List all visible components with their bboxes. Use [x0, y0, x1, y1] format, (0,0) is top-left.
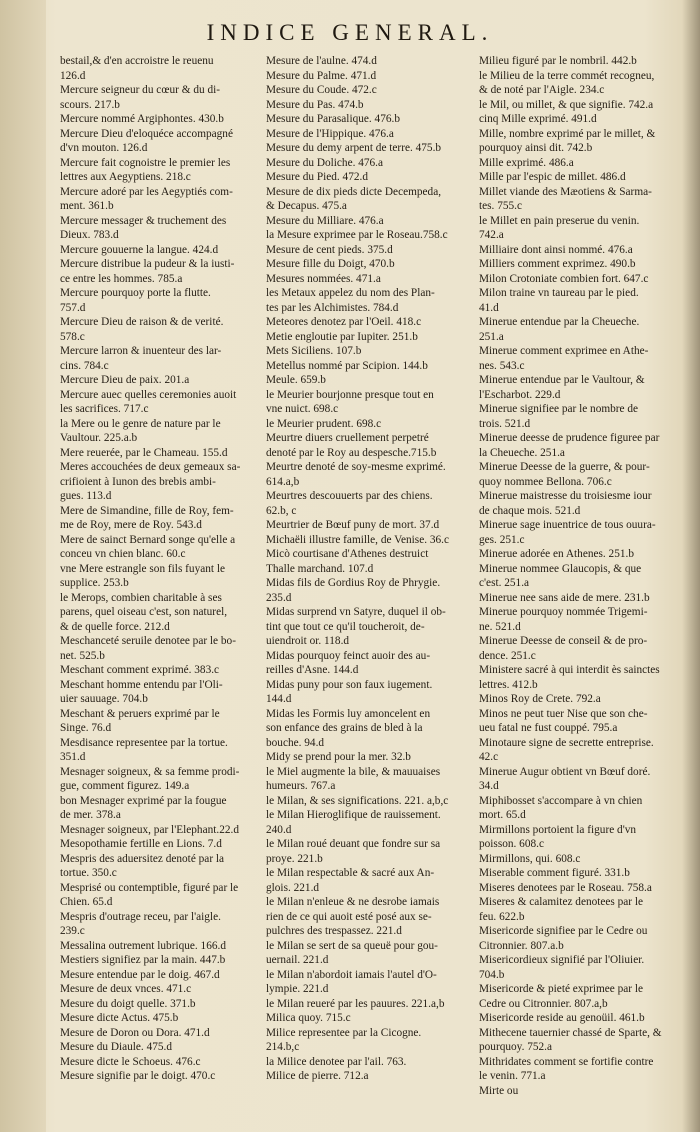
index-entry-line: uiendroit or. 118.d [266, 635, 350, 647]
index-entry-line: cins. 784.c [60, 359, 109, 372]
index-entry-line: tortue. 350.c [60, 867, 117, 879]
index-entry-line: 742.a [479, 229, 504, 241]
index-entry-line: l'Escharbot. 229.d [479, 388, 561, 401]
index-entry-line: dence. 251.c [479, 649, 536, 662]
index-entry-line: bouche. 94.d [266, 736, 325, 749]
index-entry-line: de mer. 378.a [60, 809, 121, 821]
index-entry-line: Mercure nommé Argiphontes. 430.b [60, 113, 224, 125]
index-entry-line: la Milice denotee par l'ail. 763. [266, 1055, 407, 1068]
index-entry-line: mort. 65.d [479, 809, 526, 821]
index-entry-line: Mercure distribue la pudeur & la iusti- [60, 258, 235, 270]
index-entry-line: 614.a,b [266, 475, 300, 488]
index-entry-line: Miseres & calamitez denotees par le [479, 896, 644, 908]
index-entry-line: Minos Roy de Crete. 792.a [479, 693, 601, 705]
index-entry-line: uernail. 221.d [266, 954, 329, 966]
index-entry-line: Minotaure signe de secrette entreprise. [479, 736, 654, 749]
index-entry-line: Mesure du doigt quelle. 371.b [60, 997, 196, 1010]
index-entry-line: le Milan se sert de sa queuë pour gou- [266, 939, 438, 952]
index-entry-line: & Decapus. 475.a [266, 200, 347, 212]
index-entry-line: conceu vn chien blanc. 60.c [60, 548, 186, 560]
index-entry-line: ne. 521.d [479, 620, 521, 633]
index-entry-line: Mestiers signifiez par la main. 447.b [60, 954, 226, 966]
index-entry-line: ce entre les hommes. 785.a [60, 272, 183, 285]
index-entry-line: Mithecene tauernier chassé de Sparte, & [479, 1026, 662, 1039]
index-entry-line: Metie engloutie par Iupiter. 251.b [266, 330, 418, 343]
index-entry-line: 239.c [60, 925, 85, 937]
page-header: INDICE GENERAL. [206, 20, 494, 45]
index-entry-line: Mille, nombre exprimé par le millet, & [479, 127, 656, 140]
index-entry-line: Misericorde signifiee par le Cedre ou [479, 925, 648, 937]
index-entry-line: bestail,& d'en accroistre le reuenu [60, 55, 214, 67]
page-edge-shadow [682, 0, 700, 1132]
index-entry-line: Vaultour. 225.a.b [60, 432, 138, 444]
index-entry-line: gues. 113.d [60, 490, 112, 502]
index-entry-line: Mesure de cent pieds. 375.d [266, 243, 393, 256]
page-gutter [0, 0, 46, 1132]
index-entry-line: le Milieu de la terre commét recogneu, [479, 69, 655, 82]
index-entry-line: Minerue entendue par le Vaultour, & [479, 374, 645, 386]
index-entry-line: Midas puny pour son faux iugement. [266, 678, 433, 691]
index-entry-line: Mesure du Pied. 472.d [266, 171, 368, 183]
index-entry-line: Mesure de dix pieds dicte Decempeda, [266, 185, 442, 198]
index-entry-line: me de Roy, mere de Roy. 543.d [60, 519, 202, 531]
index-entry-line: Minerue sage inuentrice de tous ouura- [479, 519, 656, 531]
index-entry-line: le Milan Hieroglifique de rauissement. [266, 809, 441, 821]
index-entry-line: & de quelle force. 212.d [60, 620, 170, 633]
index-entry-line: Mesure dicte Actus. 475.b [60, 1012, 179, 1024]
index-entry-line: lympie. 221.d [266, 983, 329, 995]
index-entry-line: Minerue Deesse de la guerre, & pour- [479, 461, 650, 473]
index-entry-line: Mespris des aduersitez denoté par la [60, 852, 225, 865]
index-entry-line: la Mesure exprimee par le Roseau.758.c [266, 229, 448, 241]
index-entry-line: Mercure auec quelles ceremonies auoit [60, 388, 237, 401]
index-entry-line: Minerue signifiee par le nombre de [479, 403, 639, 415]
index-entry-line: Meurtres descouuerts par des chiens. [266, 490, 433, 502]
index-entry-line: Milice de pierre. 712.a [266, 1070, 369, 1082]
index-entry-line: le Milan respectable & sacré aux An- [266, 867, 435, 879]
index-entry-line: Mesure de Doron ou Dora. 471.d [60, 1026, 210, 1039]
index-entry-line: Meurtre diuers cruellement perpetré [266, 432, 429, 444]
index-entry-line: Minerue Deesse de conseil & de pro- [479, 635, 648, 647]
index-entry-line: 34.d [479, 780, 499, 792]
index-entry-line: poisson. 608.c [479, 838, 544, 850]
index-entry-line: vne nuict. 698.c [266, 403, 339, 415]
index-entry-line: le Meurier prudent. 698.c [266, 417, 382, 430]
index-entry-line: Millet viande des Mæotiens & Sarma- [479, 185, 652, 198]
index-entry-line: Singe. 76.d [60, 722, 112, 734]
index-entry-line: Mere de sainct Bernard songe qu'elle a [60, 533, 236, 546]
index-entry-line: Mercure messager & truchement des [60, 214, 227, 227]
index-entry-line: Minos ne peut tuer Nise que son che- [479, 707, 648, 720]
index-entry-line: Ministere sacré à qui interdit ès sainctes [479, 664, 660, 676]
index-entry-line: le Milan roué deuant que fondre sur sa [266, 838, 441, 850]
index-entry-line: 42.c [479, 751, 499, 763]
index-entry-line: Minerue deesse de prudence figuree par [479, 432, 660, 444]
index-entry-line: scours. 217.b [60, 98, 120, 111]
index-entry-line: lettres aux Aegyptiens. 218.c [60, 171, 191, 183]
index-entry-line: Mere reuerée, par le Chameau. 155.d [60, 446, 228, 459]
index-entry-line: 62.b, c [266, 504, 297, 517]
index-entry-line: ment. 361.b [60, 200, 114, 212]
index-entry-line: le Miel augmente la bile, & mauuaises [266, 765, 441, 778]
index-entry-line: Mesure du Parasalique. 476.b [266, 113, 400, 125]
index-entry-line: Minerue maistresse du troisiesme iour [479, 490, 652, 502]
index-entry-line: net. 525.b [60, 649, 105, 662]
index-entry-line: Miphibosset s'accompare à vn chien [479, 794, 643, 807]
index-entry-line: le Milan, & ses significations. 221. a,b,c [266, 794, 449, 807]
index-entry-line: Mesure dicte le Schoeus. 476.c [60, 1055, 201, 1068]
index-entry-line: Meschant comment exprimé. 383.c [60, 664, 220, 676]
index-entry-line: humeurs. 767.a [266, 780, 336, 792]
index-entry-line: Minerue nommee Glaucopis, & que [479, 562, 642, 575]
index-entry-line: la Mere ou le genre de nature par le [60, 417, 221, 430]
index-entry-line: Mespris d'outrage receu, par l'aigle. [60, 910, 221, 923]
index-entry-line: le Mil, ou millet, & que signifie. 742.a [479, 98, 654, 111]
index-entry-line: Mesure du Palme. 471.d [266, 69, 377, 82]
index-entry-line: Miserable comment figuré. 331.b [479, 867, 630, 879]
index-entry-line: Dieux. 783.d [60, 229, 119, 241]
index-entry-line: Meres accouchées de deux gemeaux sa- [60, 461, 241, 473]
index-entry-line: trois. 521.d [479, 417, 531, 430]
index-entry-line: Meteores denotez par l'Oeil. 418.c [266, 316, 422, 328]
index-entry-line: Mille exprimé. 486.a [479, 156, 574, 169]
index-entry-line: Meurtrier de Bœuf puny de mort. 37.d [266, 519, 440, 531]
index-entry-line: Minerue nee sans aide de mere. 231.b [479, 591, 650, 604]
index-entry-line: de chaque mois. 521.d [479, 504, 581, 517]
index-entry-line: Mille par l'espic de millet. 486.d [479, 171, 626, 183]
index-entry-line: le Milan reueré par les pauures. 221.a,b [266, 997, 445, 1010]
index-entry-line: 144.d [266, 693, 292, 705]
index-entry-line: Mesnager soigneux, & sa femme prodi- [60, 765, 240, 778]
index-entry-line: Midas fils de Gordius Roy de Phrygie. [266, 577, 441, 589]
index-entry-line: ueu fatal ne fust couppé. 795.a [479, 722, 618, 734]
index-entry-line: reilles d'Asne. 144.d [266, 664, 359, 676]
index-entry-line: Mercure gouuerne la langue. 424.d [60, 243, 219, 256]
index-entry-line: le Meurier bourjonne presque tout en [266, 388, 434, 401]
index-entry-line: Mesure de deux vnces. 471.c [60, 983, 192, 995]
index-entry-line: Messalina outrement lubrique. 166.d [60, 939, 226, 952]
index-entry-line: pulchres des trespassez. 221.d [266, 925, 402, 937]
index-entry-line: Misericorde reside au genoüil. 461.b [479, 1012, 645, 1024]
index-entry-line: Mirte ou [479, 1084, 519, 1097]
index-entry-line: Milon Crotoniate combien fort. 647.c [479, 272, 649, 285]
index-entry-line: Micò courtisane d'Athenes destruict [266, 548, 429, 560]
index-entry-line: le Millet en pain preserue du venin. [479, 214, 640, 227]
index-entry-line: Mirmillons portoient la figure d'vn [479, 823, 637, 836]
index-entry-line: Mercure Dieu de raison & de verité. [60, 316, 224, 328]
index-entry-line: Meule. 659.b [266, 374, 326, 386]
index-entry-line: Mesure du demy arpent de terre. 475.b [266, 142, 442, 154]
index-entry-line: Mesure signifie par le doigt. 470.c [60, 1070, 216, 1082]
index-entry-line: Mercure pourquoy porte la flutte. [60, 287, 211, 299]
index-entry-line: 578.c [60, 330, 85, 343]
index-column-1 [60, 54, 257, 1114]
index-entry-line: uier sauuage. 704.b [60, 693, 148, 705]
index-entry-line: Mesure de l'Hippique. 476.a [266, 127, 394, 140]
index-entry-line: tint que tout ce qu'il toucheroit, de- [266, 620, 425, 633]
index-entry-line: c'est. 251.a [479, 577, 530, 589]
index-entry-line: ges. 251.c [479, 533, 525, 546]
index-entry-line: Mesure du Coude. 472.c [266, 84, 377, 96]
index-entry-line: d'vn mouton. 126.d [60, 142, 148, 154]
index-entry-line: Meschanceté seruile denotee par le bo- [60, 635, 236, 647]
index-entry-line: Milice representee par la Cicogne. [266, 1026, 422, 1039]
index-entry-line: 704.b [479, 968, 505, 981]
index-entry-line: Citronnier. 807.a.b [479, 939, 564, 952]
index-entry-line: Cedre ou Citronnier. 807.a,b [479, 997, 608, 1010]
index-entry-line: crifioient à Iunon des brebis ambi- [60, 475, 216, 488]
index-entry-line: Mesures nommées. 471.a [266, 272, 381, 285]
index-entry-line: son enfance des grains de bled à la [266, 722, 423, 734]
index-entry-line: 240.d [266, 823, 292, 836]
index-entry-line: Mere de Simandine, fille de Roy, fem- [60, 504, 234, 517]
index-entry-line: les Metaux appelez du nom des Plan- [266, 287, 435, 299]
index-entry-line: Mesdisance representee par la tortue. [60, 736, 228, 749]
index-entry-line: Mercure larron & inuenteur des lar- [60, 345, 222, 357]
index-entry-line: Minerue Augur obtient vn Bœuf doré. [479, 765, 651, 778]
index-entry-line: Minerue entendue par la Cheueche. [479, 316, 640, 328]
index-entry-line: Mirmillons, qui. 608.c [479, 852, 581, 865]
index-entry-line: tes par les Alchimistes. 784.d [266, 301, 399, 314]
index-entry-line: 214.b,c [266, 1041, 300, 1053]
index-entry-line: Minerue comment exprimee en Athe- [479, 345, 649, 357]
index-entry-line: parens, quel oiseau c'est, son naturel, [60, 606, 228, 618]
index-entry-line: Misericorde & pieté exprimee par le [479, 983, 644, 995]
index-entry-line: la Cheueche. 251.a [479, 446, 565, 459]
index-entry-line: Mets Siciliens. 107.b [266, 345, 362, 357]
index-entry-line: Minerue pourquoy nommée Trigemi- [479, 606, 648, 618]
index-column-2 [266, 54, 469, 1114]
index-entry-line: tes. 755.c [479, 200, 522, 212]
index-entry-line: Milliaire dont ainsi nommé. 476.a [479, 243, 633, 256]
index-entry-line: 235.d [266, 591, 292, 604]
index-entry-line: Meschant & peruers exprimé par le [60, 707, 220, 720]
index-entry-line: 126.d [60, 69, 86, 82]
index-entry-line: les sacrifices. 717.c [60, 403, 149, 415]
index-entry-line: 251.a [479, 330, 504, 343]
index-entry-line: Chien. 65.d [60, 896, 113, 908]
index-entry-line: Milieu figuré par le nombril. 442.b [479, 55, 637, 67]
index-entry-line: gue, comment figurez. 149.a [60, 780, 190, 792]
index-entry-line: lettres. 412.b [479, 678, 538, 691]
index-entry-line: Midas pourquoy feinct auoir des au- [266, 649, 431, 662]
index-entry-line: pourquoy ainsi dit. 742.b [479, 142, 593, 154]
index-entry-line: cinq Mille exprimé. 491.d [479, 113, 597, 125]
index-entry-line: Minerue adorée en Athenes. 251.b [479, 548, 634, 560]
index-entry-line: 757.d [60, 301, 86, 314]
index-entry-line: Mesprisé ou contemptible, figuré par le [60, 881, 239, 894]
index-entry-line: Mesnager soigneux, par l'Elephant.22.d [60, 823, 239, 836]
index-entry-line: pourquoy. 752.a [479, 1041, 552, 1053]
index-entry-line: le Merops, combien charitable à ses [60, 591, 222, 604]
index-entry-line: Meurtre denoté de soy-mesme exprimé. [266, 461, 446, 473]
index-column-3 [479, 54, 680, 1114]
index-entry-line: Mithridates comment se fortifie contre [479, 1055, 654, 1068]
index-entry-line: Michaëli illustre famille, de Venise. 36.c [266, 533, 450, 546]
index-entry-line: Mercure fait cognoistre le premier les [60, 156, 231, 169]
index-entry-line: Meschant homme entendu par l'Oli- [60, 678, 223, 691]
index-entry-line: le Milan n'abordoit iamais l'autel d'O- [266, 968, 437, 981]
index-entry-line: supplice. 253.b [60, 577, 129, 589]
index-entry-line: bon Mesnager exprimé par la fougue [60, 794, 227, 807]
index-entry-line: Miseres denotees par le Roseau. 758.a [479, 881, 652, 894]
index-entry-line: feu. 622.b [479, 910, 525, 923]
index-entry-line: Midas surprend vn Satyre, duquel il ob- [266, 606, 446, 618]
index-entry-line: nes. 543.c [479, 359, 525, 372]
index-entry-line: proye. 221.b [266, 852, 323, 865]
index-entry-line: Mesure de l'aulne. 474.d [266, 55, 377, 67]
index-entry-line: Metellus nommé par Scipion. 144.b [266, 359, 428, 372]
index-entry-line: Mercure Dieu de paix. 201.a [60, 374, 190, 386]
index-entry-line: Milliers comment exprimez. 490.b [479, 258, 636, 270]
index-entry-line: Mesure du Diaule. 475.d [60, 1041, 173, 1053]
index-entry-line: Mesure entendue par le doig. 467.d [60, 968, 220, 981]
index-entry-line: le venin. 771.a [479, 1070, 546, 1082]
index-entry-line: Mesure du Milliare. 476.a [266, 214, 384, 227]
index-entry-line: le Milan n'enleue & ne desrobe iamais [266, 896, 440, 908]
index-entry-line: Midas les Formis luy amoncelent en [266, 707, 431, 720]
index-entry-line: 41.d [479, 301, 499, 314]
index-entry-line: Mercure seigneur du cœur & du di- [60, 84, 220, 96]
index-entry-line: 351.d [60, 751, 86, 763]
index-entry-line: quoy nommee Bellona. 706.c [479, 475, 612, 488]
index-entry-line: Misericordieux signifié par l'Oliuier. [479, 954, 645, 966]
index-entry-line: & de noté par l'Aigle. 234.c [479, 84, 605, 96]
index-entry-line: Milica quoy. 715.c [266, 1012, 351, 1024]
index-entry-line: Mesure du Pas. 474.b [266, 98, 364, 111]
index-entry-line: Mesopothamie fertille en Lions. 7.d [60, 838, 222, 850]
index-entry-line: Milon traine vn taureau par le pied. [479, 287, 639, 299]
index-entry-line: Mesure fille du Doigt, 470.b [266, 258, 395, 270]
index-entry-line: Mercure adoré par les Aegyptiés com- [60, 185, 233, 198]
index-entry-line: Mesure du Doliche. 476.a [266, 156, 384, 169]
index-entry-line: rien de ce qui auoit esté posé aux se- [266, 910, 432, 923]
index-entry-line: vne Mere estrangle son fils fuyant le [60, 562, 226, 575]
index-entry-line: Mercure Dieu d'eloquéce accompagné [60, 127, 233, 140]
index-entry-line: denoté par le Roy au despeschе.715.b [266, 446, 437, 459]
index-entry-line: Midy se prend pour la mer. 32.b [266, 751, 411, 763]
index-entry-line: glois. 221.d [266, 881, 320, 894]
index-entry-line: Thalle marchand. 107.d [266, 562, 374, 575]
